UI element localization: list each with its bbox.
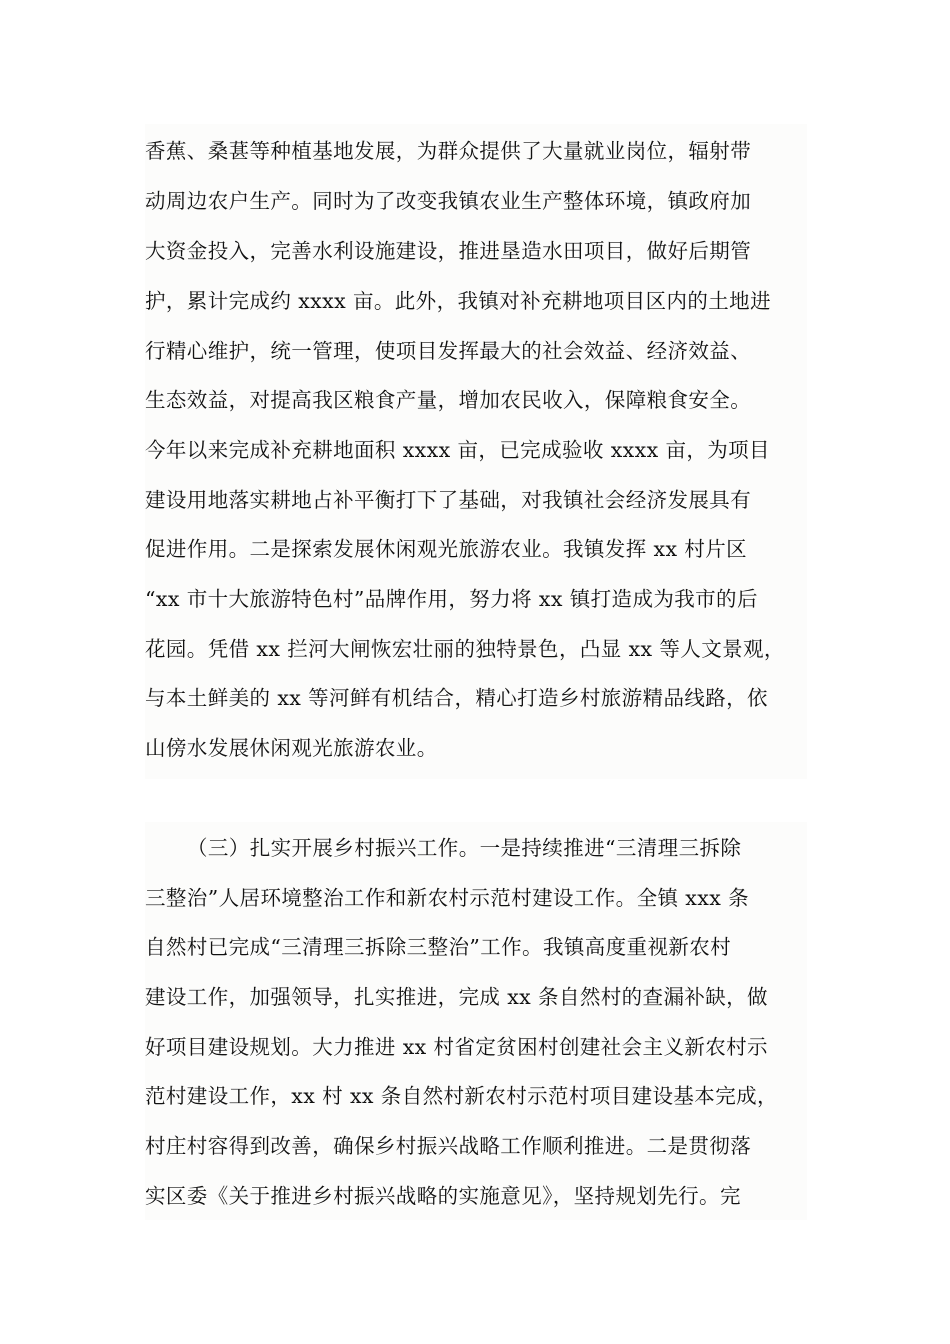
text-line: 今年以来完成补充耕地面积 xxxx 亩，已完成验收 xxxx 亩，为项目 (145, 438, 770, 462)
text-line: 大资金投入，完善水利设施建设，推进垦造水田项目，做好后期管 (145, 239, 752, 263)
text-line: 生态效益，对提高我区粮食产量，增加农民收入，保障粮食安全。 (145, 388, 752, 412)
text-line: “xx 市十大旅游特色村”品牌作用，努力将 xx 镇打造成为我市的后 (145, 587, 758, 611)
text-line: 促进作用。二是探索发展休闲观光旅游农业。我镇发挥 xx 村片区 (145, 537, 748, 561)
text-line: 行精心维护，统一管理，使项目发挥最大的社会效益、经济效益、 (145, 339, 752, 363)
text-line: 山傍水发展休闲观光旅游农业。 (145, 736, 438, 760)
text-line: 村庄村容得到改善，确保乡村振兴战略工作顺利推进。二是贯彻落 (145, 1134, 752, 1158)
text-line: 三整治”人居环境整治工作和新农村示范村建设工作。全镇 xxx 条 (145, 886, 749, 910)
text-line: 建设用地落实耕地占补平衡打下了基础，对我镇社会经济发展具有 (145, 488, 752, 512)
text-line: 实区委《关于推进乡村振兴战略的实施意见》，坚持规划先行。完 (145, 1184, 741, 1208)
text-line: 范村建设工作，xx 村 xx 条自然村新农村示范村项目建设基本完成， (145, 1084, 778, 1108)
text-line: 自然村已完成“三清理三拆除三整治”工作。我镇高度重视新农村 (145, 935, 732, 959)
text-line: 护，累计完成约 xxxx 亩。此外，我镇对补充耕地项目区内的土地进 (145, 289, 771, 313)
text-line: 花园。凭借 xx 拦河大闸恢宏壮丽的独特景色，凸显 xx 等人文景观， (145, 637, 785, 661)
text-line: 建设工作，加强领导，扎实推进，完成 xx 条自然村的查漏补缺，做 (145, 985, 768, 1009)
text-line: 动周边农户生产。同时为了改变我镇农业生产整体环境，镇政府加 (145, 189, 752, 213)
text-line: 香蕉、桑葚等种植基地发展，为群众提供了大量就业岗位，辐射带 (145, 139, 752, 163)
section-heading-line: （三）扎实开展乡村振兴工作。一是持续推进“三清理三拆除 (187, 836, 742, 860)
text-line: 好项目建设规划。大力推进 xx 村省定贫困村创建社会主义新农村示 (145, 1035, 768, 1059)
text-line: 与本土鲜美的 xx 等河鲜有机结合，精心打造乡村旅游精品线路，依 (145, 686, 768, 710)
